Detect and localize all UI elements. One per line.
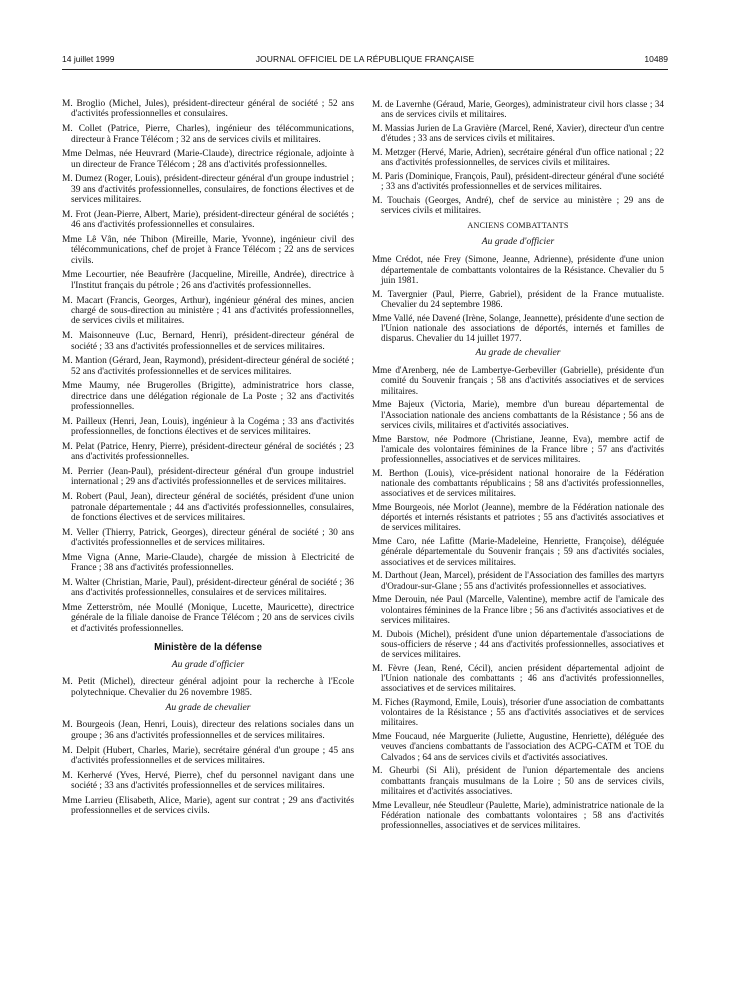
list-item: M. Pailleux (Henri, Jean, Louis), ingénieur à la Cogéma ; 33 ans d'activités professionnelles, de fonctions électives et de services militaires.: [62, 416, 354, 438]
list-item: Mme Larrieu (Elisabeth, Alice, Marie), agent sur contrat ; 29 ans d'activités professionnelles et de services civils.: [62, 795, 354, 817]
list-item: M. Delpit (Hubert, Charles, Marie), secrétaire général d'un groupe ; 45 ans d'activités professionnelles et de services militaires.: [62, 745, 354, 766]
list-item: M. Bourgeois (Jean, Henri, Louis), directeur des relations sociales dans un groupe ; 36 ans d'activités professionnelles et de services militaires.: [62, 720, 354, 741]
list-item: M. Touchais (Georges, André), chef de service au ministère ; 29 ans de services civils et militaires.: [372, 195, 664, 216]
list-item: M. Metzger (Hervé, Marie, Adrien), secrétaire général d'un office national ; 22 ans d'activités professionnelles, de services civils et militaires.: [372, 147, 664, 168]
list-item: Mme Maumy, née Brugerolles (Brigitte), administratrice hors classe, directrice dans une délégation régionale de La Poste ; 32 ans d'activités professionnelles.: [62, 381, 354, 413]
left-chevalier-list: [62, 720, 354, 816]
list-item: M. de Lavernhe (Géraud, Marie, Georges), administrateur civil hors classe ; 34 ans de services civils et militaires.: [372, 99, 664, 120]
grade-chevalier-heading: Au grade de chevalier: [475, 347, 561, 359]
list-item: M. Tavergnier (Paul, Pierre, Gabriel), président de la France mutualiste. Chevalier du 24 septembre 1986.: [372, 288, 664, 309]
list-item: Mme Lê Vân, née Thibon (Mireille, Marie, Yvonne), ingénieur civil des télécommunications, chef de projet à France Télécom ; 22 ans de services civils.: [62, 234, 354, 266]
header-rule: [62, 69, 668, 70]
list-item: M. Paris (Dominique, François, Paul), président-directeur général d'une société ; 33 ans d'activités professionnelles et de services militaires.: [372, 171, 664, 192]
list-item: Mme Lecourtier, née Beaufrère (Jacqueline, Mireille, Andrée), directrice à l'Institut français du pétrole ; 26 ans d'activités professionnelles.: [62, 270, 354, 291]
left-entries-list: [62, 99, 354, 634]
list-item: M. Kerhervé (Yves, Hervé, Pierre), chef du personnel navigant dans une société ; 33 ans d'activités professionnelles et de services militaires.: [62, 770, 354, 792]
page-number: 10489: [644, 54, 668, 64]
list-item: M. Fèvre (Jean, René, Cécil), ancien président départemental adjoint de l'Union nationale des combattants ; 46 ans d'activités professionnelles, associatives et de services militaires.: [372, 662, 664, 694]
list-item: M. Mantion (Gérard, Jean, Raymond), président-directeur général de société ; 52 ans d'activités professionnelles et de services militaires.: [62, 356, 354, 377]
left-column: [62, 99, 354, 821]
section-title-defense: Ministère de la défense: [154, 642, 262, 654]
list-item: Mme Zetterström, née Moullé (Monique, Lucette, Mauricette), directrice générale de la filiale danoise de France Télécom ; 20 ans de services civils et d'activités professionnelles.: [62, 602, 354, 634]
list-item: M. Pelat (Patrice, Henry, Pierre), président-directeur général de sociétés ; 23 ans d'activités professionnelles.: [62, 441, 354, 463]
list-item: M. Maisonneuve (Luc, Bernard, Henri), président-directeur général de société ; 33 ans d'activités professionnelles et de services militaires.: [62, 331, 354, 352]
list-item: Mme Vigna (Anne, Marie-Claude), chargée de mission à Electricité de France ; 38 ans d'activités professionnelles.: [62, 552, 354, 574]
list-item: Mme Crédot, née Frey (Simone, Jeanne, Adrienne), présidente d'une union départementale de combattants volontaires de la Résistance. Chevalier du 5 juin 1981.: [372, 254, 664, 285]
list-item: M. Veller (Thierry, Patrick, Georges), directeur général de société ; 30 ans d'activités professionnelles et de services militaires.: [62, 527, 354, 549]
list-item: M. Dumez (Roger, Louis), président-directeur général d'un groupe industriel ; 39 ans d'activités professionnelles, consulaires, de fonctions électives et de services militaires.: [62, 174, 354, 206]
list-item: M. Perrier (Jean-Paul), président-directeur général d'un groupe industriel international ; 29 ans d'activités professionnelles et de services militaires.: [62, 467, 354, 488]
list-item: Mme Vallé, née Davené (Irène, Solange, Jeannette), présidente d'une section de l'Union nationale des associations de déportés, internés et familles de disparus. Chevalier du 14 juillet 1977.: [372, 312, 664, 344]
list-item: Mme Bajeux (Victoria, Marie), membre d'un bureau départemental de l'Association nationale des anciens combattants de la Résistance ; 56 ans de services civils, militaires et d'activités associatives.: [372, 399, 664, 430]
list-item: M. Frot (Jean-Pierre, Albert, Marie), président-directeur général de sociétés ; 46 ans d'activités professionnelles et consulaires.: [62, 209, 354, 231]
list-item: Mme Foucaud, née Marguerite (Juliette, Augustine, Henriette), déléguée des veuves d'anciens combattants de l'association des ACPG-CATM et TOE du Calvados ; 64 ans de services civils et d'activités associatives.: [372, 731, 664, 762]
list-item: M. Robert (Paul, Jean), directeur général de sociétés, président d'une union patronale départementale ; 44 ans d'activités professionnelles, consulaires, de fonctions électives et de services militaires.: [62, 492, 354, 524]
list-item: M. Dubois (Michel), président d'une union départementale d'associations de sous-officiers de réserve ; 44 ans d'activités professionnelles, associatives et de services militaires.: [372, 628, 664, 660]
section-title-anciens-combattants: ANCIENS COMBATTANTS: [467, 221, 569, 231]
list-item: Mme Barstow, née Podmore (Christiane, Jeanne, Eva), membre actif de l'amicale des volontaires féminines de la France libre ; 57 ans d'activités professionnelles, associatives et de services militaires.: [372, 433, 664, 465]
list-item: M. Petit (Michel), directeur général adjoint pour la recherche à l'Ecole polytechnique. Chevalier du 26 novembre 1985.: [62, 677, 354, 698]
right-officier-list: [372, 254, 664, 343]
list-item: M. Gheurbi (Si Ali), président de l'union départementale des anciens combattants français musulmans de la Loire ; 50 ans de services civils, militaires et d'activités associatives.: [372, 765, 664, 796]
page-header: [62, 54, 668, 68]
left-officier-list: [62, 677, 354, 698]
list-item: Mme Levalleur, née Steudleur (Paulette, Marie), administratrice nationale de la Fédération nationale des combattants volontaires ; 58 ans d'activités professionnelles, associatives et de services militaires.: [372, 799, 664, 831]
list-item: M. Massias Jurien de La Gravière (Marcel, René, Xavier), directeur d'un centre d'études ; 33 ans de services civils et militaires.: [372, 123, 664, 144]
list-item: M. Collet (Patrice, Pierre, Charles), ingénieur des télécommunications, directeur à France Télécom ; 32 ans de services civils et militaires.: [62, 124, 354, 145]
grade-officier-heading: Au grade d'officier: [171, 659, 245, 671]
list-item: Mme Bourgeois, née Morlot (Jeanne), membre de la Fédération nationale des déportés et internés résistants et patriotes ; 55 ans d'activités associatives et de services militaires.: [372, 502, 664, 533]
list-item: Mme Derouin, née Paul (Marcelle, Valentine), membre actif de l'amicale des volontaires féminines de la France libre ; 56 ans d'activités associatives et de services militaires.: [372, 594, 664, 625]
right-entries-list: [372, 99, 664, 215]
list-item: M. Darthout (Jean, Marcel), président de l'Association des familles des martyrs d'Oradour-sur-Glane ; 55 ans d'activités professionnelles et associatives.: [372, 570, 664, 591]
list-item: M. Broglio (Michel, Jules), président-directeur général de société ; 52 ans d'activités professionnelles et consulaires.: [62, 99, 354, 120]
journal-title: JOURNAL OFFICIEL DE LA RÉPUBLIQUE FRANÇAISE: [255, 54, 475, 64]
grade-chevalier-heading: Au grade de chevalier: [165, 702, 251, 714]
list-item: M. Fiches (Raymond, Emile, Louis), trésorier d'une association de combattants volontaires de la Résistance ; 55 ans d'activités associatives et de services militaires.: [372, 697, 664, 728]
list-item: Mme d'Arenberg, née de Lambertye-Gerbeviller (Gabrielle), présidente d'un comité du Souvenir français ; 58 ans d'activités associatives et de services militaires.: [372, 365, 664, 396]
right-chevalier-list: [372, 365, 664, 830]
list-item: M. Macart (Francis, Georges, Arthur), ingénieur général des mines, ancien chargé de sous-direction au ministère ; 41 ans d'activités professionnelles, de services civils et militaires.: [62, 295, 354, 327]
list-item: M. Walter (Christian, Marie, Paul), président-directeur général de société ; 36 ans d'activités professionnelles, consulaires et de services militaires.: [62, 577, 354, 599]
list-item: M. Berthon (Louis), vice-président national honoraire de la Fédération nationale des combattants républicains ; 58 ans d'activités professionnelles, associatives et de services militaires.: [372, 467, 664, 499]
grade-officier-heading: Au grade d'officier: [481, 236, 555, 248]
header-date: 14 juillet 1999: [62, 54, 115, 64]
right-column: [372, 99, 664, 834]
list-item: Mme Delmas, née Heuvrard (Marie-Claude), directrice régionale, adjointe à un directeur de France Télécom ; 28 ans d'activités professionnelles.: [62, 149, 354, 170]
list-item: Mme Caro, née Lafitte (Marie-Madeleine, Henriette, Françoise), déléguée générale départementale du Souvenir français ; 59 ans d'activités sociales, associatives et de services militaires.: [372, 536, 664, 567]
